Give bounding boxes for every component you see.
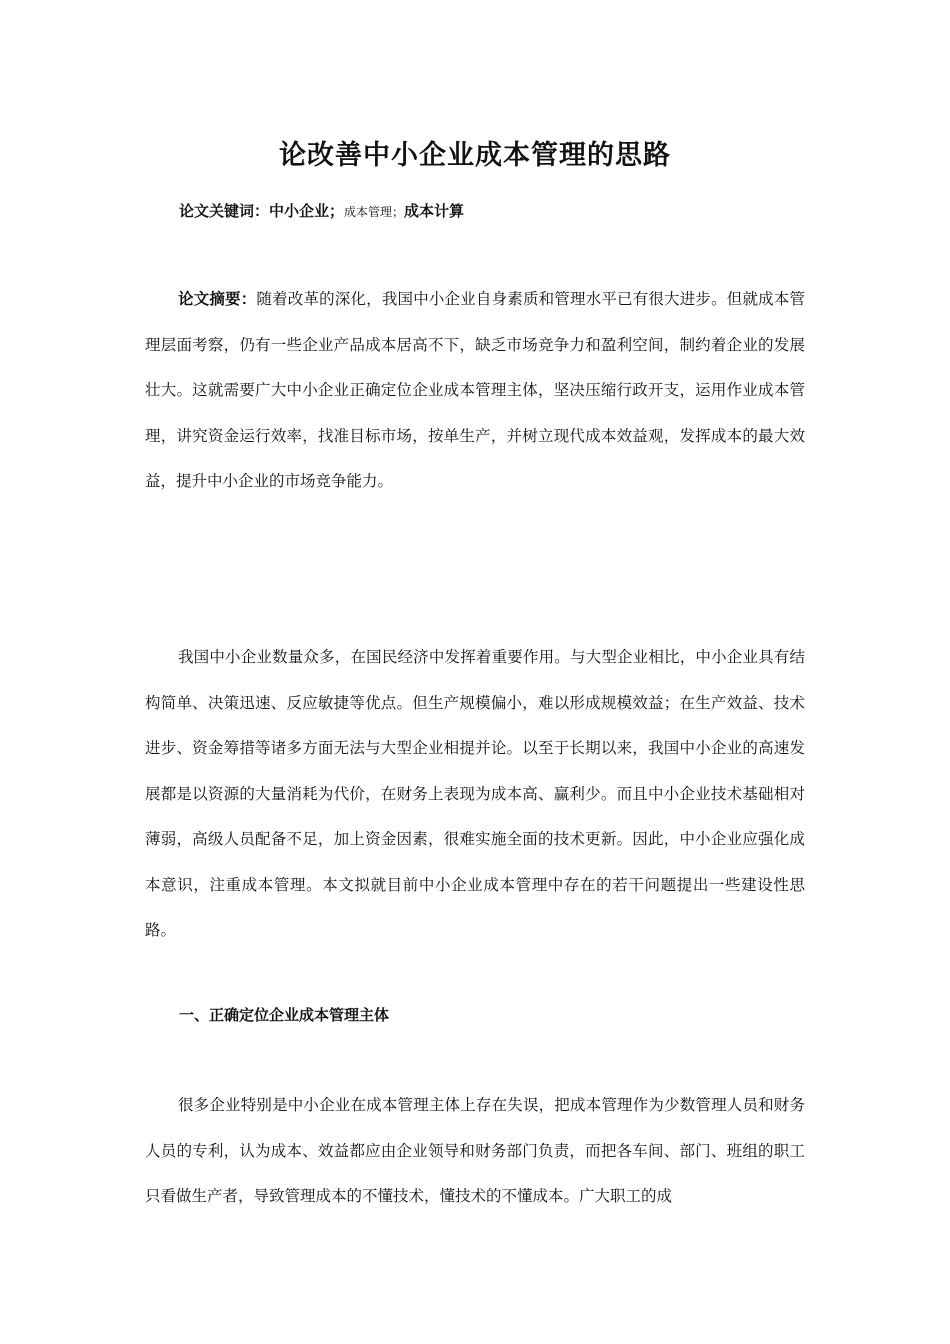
section-heading-1: 一、正确定位企业成本管理主体 <box>179 1006 390 1024</box>
abstract-label: 论文摘要： <box>178 290 257 308</box>
abstract-text: 随着改革的深化，我国中小企业自身素质和管理水平已有很大进步。但就成本管理层面考察，仍有一些企业产品成本居高不下，缺乏市场竞争力和盈利空间，制约着企业的发展壮大。这就需要广大中小企业正确定位企业成本管理主体，坚决压缩行政开支，运用作业成本管理，讲究资金运行效率，找准目标市场，按单生产，并树立现代成本效益观，发挥成本的最大效益，提升中小企业的市场竞争能力。 <box>145 290 805 490</box>
keywords-label: 论文关键词： <box>179 202 270 220</box>
keywords-line <box>179 200 464 221</box>
document-title: 论改善中小企业成本管理的思路 <box>279 140 671 171</box>
intro-paragraph: 我国中小企业数量众多，在国民经济中发挥着重要作用。与大型企业相比，中小企业具有结构简单、决策迅速、反应敏捷等优点。但生产规模偏小，难以形成规模效益；在生产效益、技术进步、资金筹措等诸多方面无法与大型企业相提并论。以至于长期以来，我国中小企业的高速发展都是以资源的大量消耗为代价，在财务上表现为成本高、赢利少。而且中小企业技术基础相对薄弱，高级人员配备不足，加上资金因素，很难实施全面的技术更新。因此，中小企业应强化成本意识，注重成本管理。本文拟就目前中小企业成本管理中存在的若干问题提出一些建设性思路。 <box>145 648 805 939</box>
section1-paragraph: 很多企业特别是中小企业在成本管理主体上存在失误，把成本管理作为少数管理人员和财务人员的专利，认为成本、效益都应由企业领导和财务部门负责，而把各车间、部门、班组的职工只看做生产者，导致管理成本的不懂技术，懂技术的不懂成本。广大职工的成 <box>145 1096 805 1205</box>
abstract-paragraph <box>145 277 805 505</box>
keyword-1: 中小企业； <box>269 202 345 220</box>
keyword-3: 成本计算 <box>404 202 465 220</box>
keyword-2: 成本管理； <box>344 205 405 219</box>
